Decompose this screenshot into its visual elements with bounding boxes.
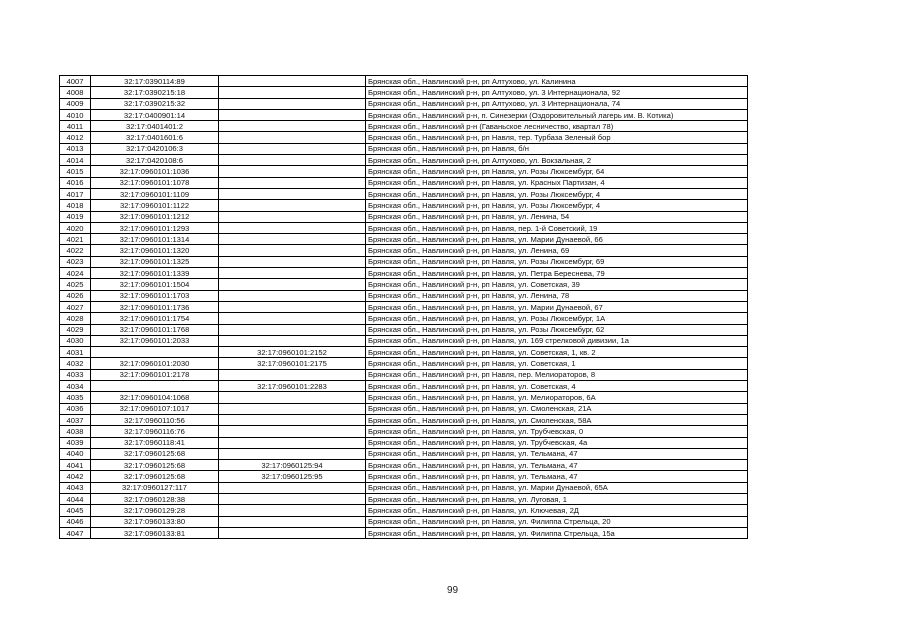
address-cell: Брянская обл., Навлинский р-н, рп Навля, ул. Трубчевская, 4а (366, 437, 748, 448)
address-cell: Брянская обл., Навлинский р-н, рп Навля, ул. Луговая, 1 (366, 493, 748, 504)
related-cadastral-number-cell: 32:17:0960125:95 (219, 471, 366, 482)
table-row (60, 403, 748, 414)
address-cell: Брянская обл., Навлинский р-н, рп Алтухово, ул. Калинина (366, 76, 748, 87)
cadastral-number-cell: 32:17:0390215:32 (91, 98, 219, 109)
row-number-cell: 4021 (60, 234, 91, 245)
table-row (60, 166, 748, 177)
related-cadastral-number-cell (219, 188, 366, 199)
cadastral-number-cell: 32:17:0960101:1109 (91, 188, 219, 199)
related-cadastral-number-cell: 32:17:0960101:2152 (219, 347, 366, 358)
related-cadastral-number-cell (219, 505, 366, 516)
table-row (60, 301, 748, 312)
address-cell: Брянская обл., Навлинский р-н, рп Навля, ул. Мелиораторов, 6А (366, 392, 748, 403)
table-row (60, 234, 748, 245)
cadastral-number-cell: 32:17:0960101:1703 (91, 290, 219, 301)
related-cadastral-number-cell (219, 166, 366, 177)
cadastral-number-cell: 32:17:0960125:68 (91, 460, 219, 471)
table-row (60, 121, 748, 132)
table-body (60, 76, 748, 539)
address-cell: Брянская обл., Навлинский р-н, рп Навля, ул. Петра Береснева, 79 (366, 268, 748, 279)
related-cadastral-number-cell: 32:17:0960101:2283 (219, 381, 366, 392)
table-row (60, 414, 748, 425)
table-row (60, 279, 748, 290)
table-row (60, 324, 748, 335)
table-row (60, 200, 748, 211)
table-row (60, 76, 748, 87)
address-cell: Брянская обл., Навлинский р-н, рп Навля, б/н (366, 143, 748, 154)
table-row (60, 87, 748, 98)
row-number-cell: 4035 (60, 392, 91, 403)
related-cadastral-number-cell (219, 279, 366, 290)
address-cell: Брянская обл., Навлинский р-н, рп Навля, ул. Марии Дунаевой, 67 (366, 301, 748, 312)
row-number-cell: 4047 (60, 527, 91, 538)
row-number-cell: 4037 (60, 414, 91, 425)
related-cadastral-number-cell: 32:17:0960101:2175 (219, 358, 366, 369)
row-number-cell: 4034 (60, 381, 91, 392)
cadastral-number-cell: 32:17:0960118:41 (91, 437, 219, 448)
table-row (60, 290, 748, 301)
cadastral-number-cell (91, 347, 219, 358)
address-cell: Брянская обл., Навлинский р-н, рп Навля, ул. Тельмана, 47 (366, 471, 748, 482)
address-cell: Брянская обл., Навлинский р-н, рп Навля, ул. Ленина, 54 (366, 211, 748, 222)
row-number-cell: 4010 (60, 109, 91, 120)
cadastral-number-cell: 32:17:0420108:6 (91, 155, 219, 166)
row-number-cell: 4042 (60, 471, 91, 482)
related-cadastral-number-cell (219, 245, 366, 256)
related-cadastral-number-cell (219, 369, 366, 380)
address-cell: Брянская обл., Навлинский р-н, рп Алтухово, ул. 3 Интернационала, 92 (366, 87, 748, 98)
row-number-cell: 4026 (60, 290, 91, 301)
address-cell: Брянская обл., Навлинский р-н, рп Навля, ул. Марии Дунаевой, 66 (366, 234, 748, 245)
address-cell: Брянская обл., Навлинский р-н, рп Навля, ул. Советская, 39 (366, 279, 748, 290)
related-cadastral-number-cell (219, 437, 366, 448)
table-row (60, 448, 748, 459)
table-row (60, 505, 748, 516)
table-row (60, 335, 748, 346)
row-number-cell: 4040 (60, 448, 91, 459)
cadastral-number-cell (91, 381, 219, 392)
table-row (60, 516, 748, 527)
table-row (60, 132, 748, 143)
table-row (60, 369, 748, 380)
address-cell: Брянская обл., Навлинский р-н, рп Навля, ул. Советская, 1, кв. 2 (366, 347, 748, 358)
row-number-cell: 4039 (60, 437, 91, 448)
cadastral-number-cell: 32:17:0960125:68 (91, 471, 219, 482)
address-cell: Брянская обл., Навлинский р-н, рп Навля, пер. Мелиораторов, 8 (366, 369, 748, 380)
cadastral-number-cell: 32:17:0401601:6 (91, 132, 219, 143)
address-cell: Брянская обл., Навлинский р-н, рп Навля, ул. Трубчевская, 0 (366, 426, 748, 437)
address-cell: Брянская обл., Навлинский р-н, рп Навля, ул. Розы Люксембург, 4 (366, 200, 748, 211)
cadastral-number-cell: 32:17:0960116:76 (91, 426, 219, 437)
table-row (60, 460, 748, 471)
related-cadastral-number-cell (219, 268, 366, 279)
address-cell: Брянская обл., Навлинский р-н, рп Навля, ул. Ленина, 69 (366, 245, 748, 256)
cadastral-number-cell: 32:17:0960128:38 (91, 493, 219, 504)
property-table (59, 75, 748, 539)
address-cell: Брянская обл., Навлинский р-н, рп Навля, ул. Советская, 1 (366, 358, 748, 369)
related-cadastral-number-cell (219, 211, 366, 222)
row-number-cell: 4016 (60, 177, 91, 188)
table-row (60, 426, 748, 437)
row-number-cell: 4015 (60, 166, 91, 177)
cadastral-number-cell: 32:17:0390114:89 (91, 76, 219, 87)
row-number-cell: 4041 (60, 460, 91, 471)
related-cadastral-number-cell (219, 301, 366, 312)
address-cell: Брянская обл., Навлинский р-н, рп Навля, ул. Филиппа Стрельца, 15а (366, 527, 748, 538)
related-cadastral-number-cell (219, 98, 366, 109)
row-number-cell: 4024 (60, 268, 91, 279)
page-number: 99 (446, 585, 459, 596)
cadastral-number-cell: 32:17:0960101:1736 (91, 301, 219, 312)
cadastral-number-cell: 32:17:0960101:1078 (91, 177, 219, 188)
row-number-cell: 4045 (60, 505, 91, 516)
row-number-cell: 4013 (60, 143, 91, 154)
row-number-cell: 4011 (60, 121, 91, 132)
address-cell: Брянская обл., Навлинский р-н, рп Навля, ул. Марии Дунаевой, 65А (366, 482, 748, 493)
related-cadastral-number-cell (219, 482, 366, 493)
table-row (60, 437, 748, 448)
related-cadastral-number-cell (219, 324, 366, 335)
table-row (60, 347, 748, 358)
cadastral-number-cell: 32:17:0960127:117 (91, 482, 219, 493)
related-cadastral-number-cell (219, 256, 366, 267)
cadastral-number-cell: 32:17:0960110:56 (91, 414, 219, 425)
table-row (60, 527, 748, 538)
row-number-cell: 4027 (60, 301, 91, 312)
cadastral-number-cell: 32:17:0960101:1293 (91, 222, 219, 233)
cadastral-number-cell: 32:17:0960101:1754 (91, 313, 219, 324)
related-cadastral-number-cell (219, 527, 366, 538)
address-cell: Брянская обл., Навлинский р-н, рп Навля, ул. Розы Люксембург, 62 (366, 324, 748, 335)
address-cell: Брянская обл., Навлинский р-н, рп Навля, ул. Розы Люксембург, 1А (366, 313, 748, 324)
related-cadastral-number-cell (219, 222, 366, 233)
related-cadastral-number-cell (219, 109, 366, 120)
address-cell: Брянская обл., Навлинский р-н, рп Навля, ул. Смоленская, 21А (366, 403, 748, 414)
table-row (60, 98, 748, 109)
row-number-cell: 4019 (60, 211, 91, 222)
related-cadastral-number-cell (219, 87, 366, 98)
row-number-cell: 4036 (60, 403, 91, 414)
table-row (60, 155, 748, 166)
table-row (60, 313, 748, 324)
address-cell: Брянская обл., Навлинский р-н, рп Навля, ул. Ключевая, 2Д (366, 505, 748, 516)
related-cadastral-number-cell (219, 121, 366, 132)
related-cadastral-number-cell (219, 200, 366, 211)
table-row (60, 392, 748, 403)
row-number-cell: 4038 (60, 426, 91, 437)
address-cell: Брянская обл., Навлинский р-н, рп Навля, ул. Розы Люксембург, 64 (366, 166, 748, 177)
related-cadastral-number-cell (219, 516, 366, 527)
address-cell: Брянская обл., Навлинский р-н, рп Навля, ул. Розы Люксембург, 4 (366, 188, 748, 199)
related-cadastral-number-cell (219, 290, 366, 301)
related-cadastral-number-cell (219, 392, 366, 403)
cadastral-number-cell: 32:17:0420106:3 (91, 143, 219, 154)
table-row (60, 471, 748, 482)
row-number-cell: 4033 (60, 369, 91, 380)
address-cell: Брянская обл., Навлинский р-н, рп Алтухово, ул. 3 Интернационала, 74 (366, 98, 748, 109)
row-number-cell: 4029 (60, 324, 91, 335)
table-row (60, 211, 748, 222)
table-row (60, 222, 748, 233)
row-number-cell: 4009 (60, 98, 91, 109)
related-cadastral-number-cell (219, 414, 366, 425)
table-row (60, 245, 748, 256)
address-cell: Брянская обл., Навлинский р-н, п. Синезерки (Оздоровительный лагерь им. В. Котика) (366, 109, 748, 120)
row-number-cell: 4023 (60, 256, 91, 267)
table-row (60, 493, 748, 504)
related-cadastral-number-cell (219, 132, 366, 143)
address-cell: Брянская обл., Навлинский р-н, рп Навля, ул. 169 стрелковой дивизии, 1а (366, 335, 748, 346)
row-number-cell: 4032 (60, 358, 91, 369)
cadastral-number-cell: 32:17:0960101:1768 (91, 324, 219, 335)
cadastral-number-cell: 32:17:0960133:80 (91, 516, 219, 527)
related-cadastral-number-cell (219, 493, 366, 504)
table-row (60, 109, 748, 120)
cadastral-number-cell: 32:17:0960101:1314 (91, 234, 219, 245)
cadastral-number-cell: 32:17:0960133:81 (91, 527, 219, 538)
address-cell: Брянская обл., Навлинский р-н, рп Навля, ул. Тельмана, 47 (366, 460, 748, 471)
row-number-cell: 4007 (60, 76, 91, 87)
related-cadastral-number-cell (219, 403, 366, 414)
row-number-cell: 4030 (60, 335, 91, 346)
cadastral-number-cell: 32:17:0960101:2033 (91, 335, 219, 346)
row-number-cell: 4028 (60, 313, 91, 324)
table-row (60, 188, 748, 199)
table-row (60, 143, 748, 154)
row-number-cell: 4046 (60, 516, 91, 527)
row-number-cell: 4017 (60, 188, 91, 199)
row-number-cell: 4044 (60, 493, 91, 504)
related-cadastral-number-cell (219, 177, 366, 188)
cadastral-number-cell: 32:17:0400901:14 (91, 109, 219, 120)
cadastral-number-cell: 32:17:0960101:1320 (91, 245, 219, 256)
related-cadastral-number-cell (219, 234, 366, 245)
related-cadastral-number-cell (219, 448, 366, 459)
cadastral-number-cell: 32:17:0390215:18 (91, 87, 219, 98)
related-cadastral-number-cell (219, 155, 366, 166)
related-cadastral-number-cell (219, 335, 366, 346)
cadastral-number-cell: 32:17:0960101:1504 (91, 279, 219, 290)
row-number-cell: 4012 (60, 132, 91, 143)
row-number-cell: 4022 (60, 245, 91, 256)
row-number-cell: 4031 (60, 347, 91, 358)
table-row (60, 482, 748, 493)
table-row (60, 358, 748, 369)
cadastral-number-cell: 32:17:0960101:1212 (91, 211, 219, 222)
address-cell: Брянская обл., Навлинский р-н, рп Навля, тер. Турбаза Зеленый бор (366, 132, 748, 143)
address-cell: Брянская обл., Навлинский р-н, рп Навля, ул. Смоленская, 58А (366, 414, 748, 425)
related-cadastral-number-cell (219, 426, 366, 437)
row-number-cell: 4008 (60, 87, 91, 98)
cadastral-number-cell: 32:17:0960101:2178 (91, 369, 219, 380)
row-number-cell: 4025 (60, 279, 91, 290)
related-cadastral-number-cell (219, 143, 366, 154)
cadastral-number-cell: 32:17:0960129:28 (91, 505, 219, 516)
table-row (60, 256, 748, 267)
cadastral-number-cell: 32:17:0401401:2 (91, 121, 219, 132)
cadastral-number-cell: 32:17:0960104:1068 (91, 392, 219, 403)
cadastral-number-cell: 32:17:0960101:1339 (91, 268, 219, 279)
cadastral-number-cell: 32:17:0960101:1036 (91, 166, 219, 177)
cadastral-number-cell: 32:17:0960101:1122 (91, 200, 219, 211)
related-cadastral-number-cell (219, 313, 366, 324)
cadastral-number-cell: 32:17:0960107:1017 (91, 403, 219, 414)
row-number-cell: 4014 (60, 155, 91, 166)
cadastral-number-cell: 32:17:0960125:68 (91, 448, 219, 459)
table-row (60, 268, 748, 279)
row-number-cell: 4020 (60, 222, 91, 233)
address-cell: Брянская обл., Навлинский р-н, рп Навля, ул. Филиппа Стрельца, 20 (366, 516, 748, 527)
address-cell: Брянская обл., Навлинский р-н, рп Навля, пер. 1-й Советский, 19 (366, 222, 748, 233)
address-cell: Брянская обл., Навлинский р-н, рп Навля, ул. Розы Люксембург, 69 (366, 256, 748, 267)
cadastral-number-cell: 32:17:0960101:1325 (91, 256, 219, 267)
address-cell: Брянская обл., Навлинский р-н, рп Навля, ул. Советская, 4 (366, 381, 748, 392)
address-cell: Брянская обл., Навлинский р-н (Гаваньское лесничество, квартал 78) (366, 121, 748, 132)
cadastral-number-cell: 32:17:0960101:2030 (91, 358, 219, 369)
table-row (60, 381, 748, 392)
row-number-cell: 4043 (60, 482, 91, 493)
address-cell: Брянская обл., Навлинский р-н, рп Навля, ул. Тельмана, 47 (366, 448, 748, 459)
related-cadastral-number-cell (219, 76, 366, 87)
address-cell: Брянская обл., Навлинский р-н, рп Навля, ул. Ленина, 78 (366, 290, 748, 301)
related-cadastral-number-cell: 32:17:0960125:94 (219, 460, 366, 471)
row-number-cell: 4018 (60, 200, 91, 211)
table-row (60, 177, 748, 188)
address-cell: Брянская обл., Навлинский р-н, рп Алтухово, ул. Вокзальная, 2 (366, 155, 748, 166)
address-cell: Брянская обл., Навлинский р-н, рп Навля, ул. Красных Партизан, 4 (366, 177, 748, 188)
